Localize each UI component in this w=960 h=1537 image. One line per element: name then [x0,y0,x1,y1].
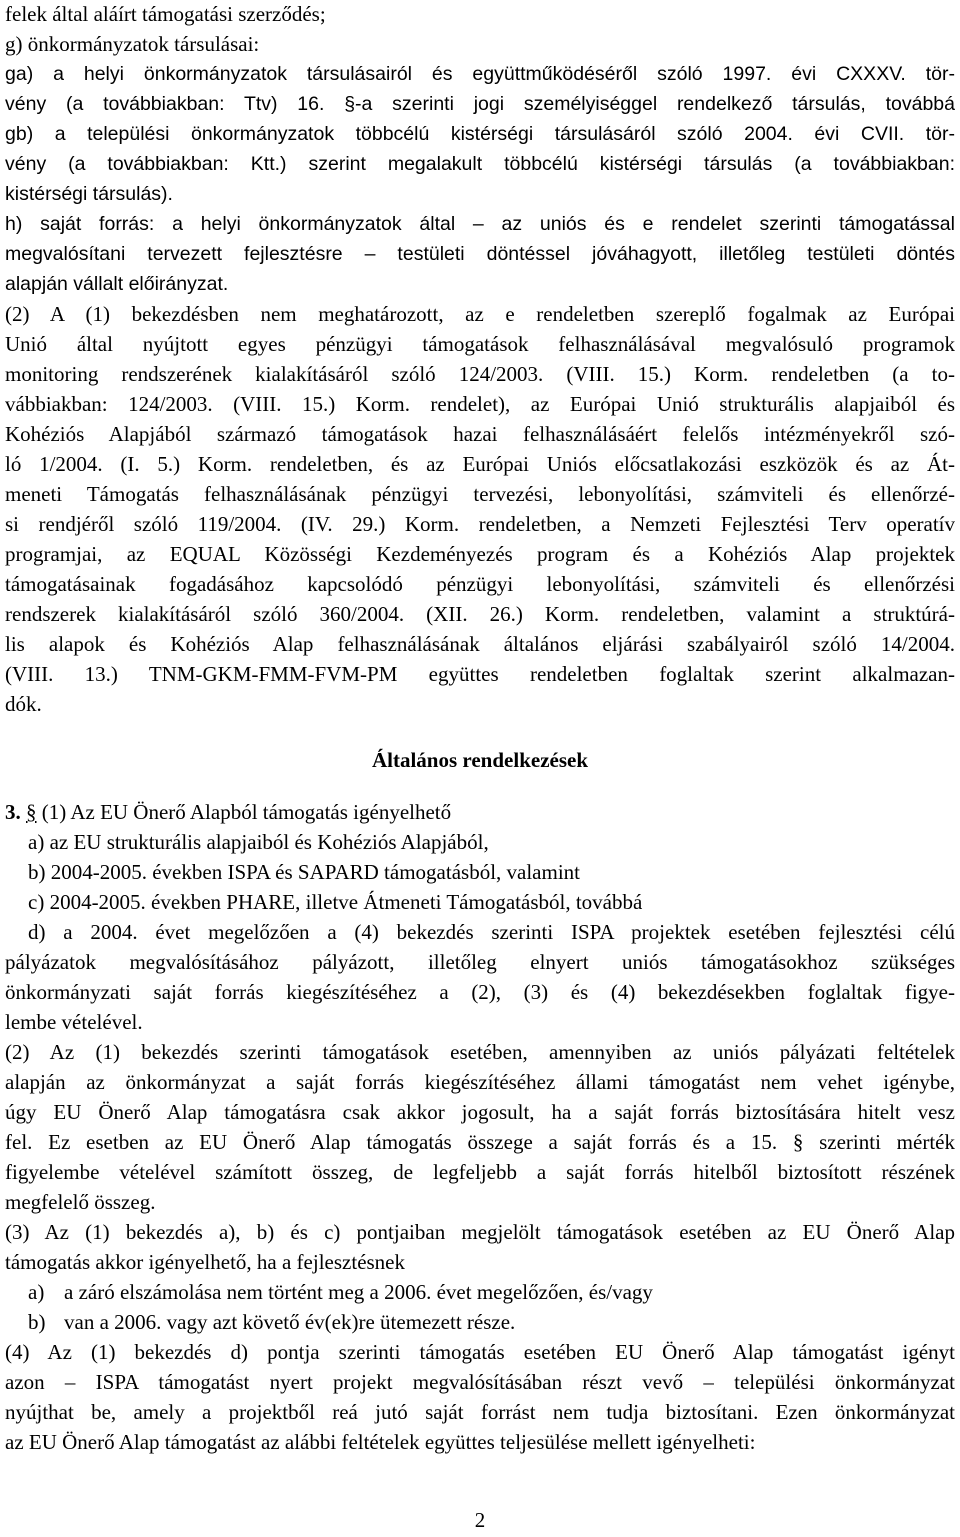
text-line: dók. [5,692,42,716]
text-line: vény (a továbbiakban: Ttv) 16. §-a szerinti jogi személyiséggel rendelkező társulás, továbbá [5,93,955,115]
text-line: Unió által nyújtott egyes pénzügyi támogatások felhasználásával megvalósuló programok [5,332,955,356]
text-line: fel. Ez esetben az EU Önerő Alap támogatás összege a saját forrás és a 15. § szerinti mérték [5,1130,955,1154]
text-line: alapján vállalt előirányzat. [5,273,229,295]
text-line: vábbiakban: 124/2003. (VIII. 15.) Korm. rendelet), az Európai Unió strukturális alapjaiból és [5,392,955,416]
sub-item-text: a záró elszámolása nem történt meg a 2006. évet megelőzően, és/vagy [64,1280,653,1304]
sub-item-label: a) [28,1280,45,1304]
text-line: támogatás akkor igényelhető, ha a fejlesztésnek [5,1250,406,1274]
list-item: c) 2004-2005. években PHARE, illetve Átmeneti Támogatásból, továbbá [28,890,643,914]
text-line: Kohéziós Alapjából származó támogatások hazai felhasználásáért felelős intézményekről szó- [5,422,955,446]
sub-item-label: b) [28,1310,46,1334]
text-line: kistérségi társulás). [5,183,173,205]
text-line: (4) Az (1) bekezdés d) pontja szerinti támogatás esetében EU Önerő Alap támogatást igényt [5,1340,955,1364]
text-line: meneti Támogatás felhasználásának pénzügyi tervezési, lebonyolítási, számviteli és ellenőrzé- [5,482,955,506]
list-item: a) az EU strukturális alapjaiból és Kohéziós Alapjából, [28,830,489,854]
text-line: pályázatok megvalósításához pályázott, illetőleg elnyert uniós támogatásokhoz szükséges [5,950,955,974]
page-number: 2 [474,1508,486,1532]
text-line: programjai, az EQUAL Közösségi Kezdeményezés program és a Kohéziós Alap projektek [5,542,955,566]
text-line: megvalósítani tervezett fejlesztésre – testületi döntéssel jóváhagyott, illetőleg testületi döntés [5,243,955,265]
paragraph-symbol: § [26,800,37,824]
section-heading: Általános rendelkezések [371,748,589,772]
text-line: (VIII. 13.) TNM-GKM-FMM-FVM-PM együttes rendeletben foglaltak szerint alkalmazan- [5,662,955,686]
text-line: önkormányzati saját forrás kiegészítéséhez a (2), (3) és (4) bekezdésekben foglaltak figye- [5,980,955,1004]
text-line: úgy EU Önerő Alap támogatásra csak akkor jogosult, ha a saját forrás biztosítására hitelt vesz [5,1100,955,1124]
sub-item-text: van a 2006. vagy azt követő év(ek)re ütemezett része. [64,1310,516,1334]
text-line: (2) A (1) bekezdésben nem meghatározott, az e rendeletben szereplő fogalmak az Európai [5,302,955,326]
text-line: monitoring rendszerének kialakításáról szóló 124/2003. (VIII. 15.) Korm. rendeletben (a to- [5,362,955,386]
text-line: ló 1/2004. (I. 5.) Korm. rendeletben, és az Európai Uniós előcsatlakozási eszközök és az Át- [5,452,955,476]
text-line: rendszerek kialakításáról szóló 360/2004. (XII. 26.) Korm. rendeletben, valamint a struktúrá- [5,602,955,626]
section-number: 3. [5,800,21,824]
text-line: azon – ISPA támogatást nyert projekt megvalósításában részt vevő – települési önkormányzat [5,1370,955,1394]
list-item: d) a 2004. évet megelőzően a (4) bekezdés szerinti ISPA projektek esetében fejlesztési célú [28,920,955,944]
sub-item [28,1310,515,1334]
text-line: gb) a települési önkormányzatok többcélú kistérségi társulásáról szóló 2004. évi CVII. tör- [5,123,955,145]
text-line: támogatásainak fogadásához kapcsolódó pénzügyi lebonyolítási, számviteli és ellenőrzési [5,572,955,596]
text-line: h) saját forrás: a helyi önkormányzatok által – az uniós és e rendelet szerinti támogatással [5,213,955,235]
text-line: g) önkormányzatok társulásai: [5,32,260,56]
sub-item [28,1280,653,1304]
text-line: megfelelő összeg. [5,1190,156,1214]
text-line: nyújthat be, amely a projektből reá jutó saját forrást nem tudja biztosítani. Ezen önkormányzat [5,1400,955,1424]
text-line: lis alapok és Kohéziós Alap felhasználásának általános eljárási szabályairól szóló 14/2004. [5,632,955,656]
text-line: (2) Az (1) bekezdés szerinti támogatások esetében, amennyiben az uniós pályázati feltételek [5,1040,955,1064]
text-line: lembe vételével. [5,1010,143,1034]
text-line: vény (a továbbiakban: Ktt.) szerint megalakult többcélú kistérségi társulás (a továbbiakban: [5,153,955,175]
text-line: az EU Önerő Alap támogatást az alábbi feltételek együttes teljesülése mellett igényelheti: [5,1430,756,1454]
text-line: felek által aláírt támogatási szerződés; [5,2,326,26]
text-line: (3) Az (1) bekezdés a), b) és c) pontjaiban megjelölt támogatások esetében az EU Önerő Alap [5,1220,955,1244]
section-intro-text: (1) Az EU Önerő Alapból támogatás igényelhető [36,800,452,824]
text-line: si rendjéről szóló 119/2004. (IV. 29.) Korm. rendeletben, a Nemzeti Fejlesztési Terv operatív [5,512,955,536]
list-item: b) 2004-2005. években ISPA és SAPARD támogatásból, valamint [28,860,581,884]
text-line: alapján az önkormányzat a saját forrás kiegészítéséhez állami támogatást nem vehet igénybe, [5,1070,955,1094]
text-line: ga) a helyi önkormányzatok társulásairól és együttműködéséről szóló 1997. évi CXXXV. tör- [5,63,955,85]
text-line: figyelembe vételével számított összeg, de legfeljebb a saját forrás hitelből biztosított részének [5,1160,955,1184]
section-3-intro [5,800,451,824]
